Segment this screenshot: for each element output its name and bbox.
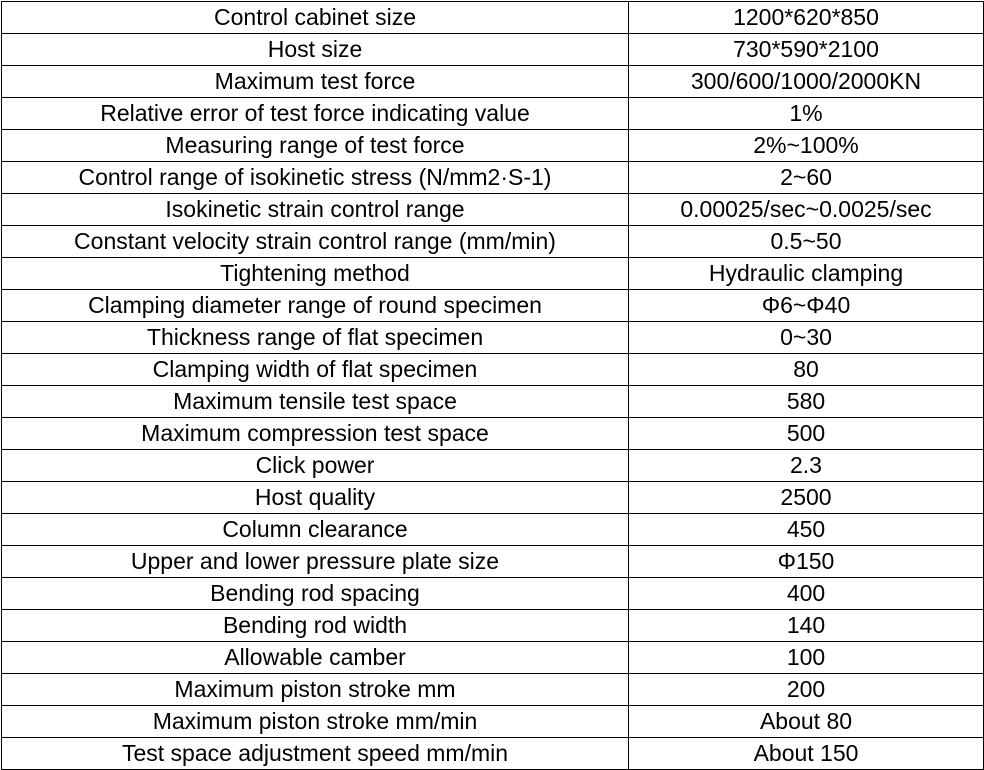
- table-row: [2, 418, 984, 450]
- param-cell: Host quality: [2, 482, 629, 514]
- param-cell: Bending rod spacing: [2, 578, 629, 610]
- value-cell: About 150: [629, 738, 984, 770]
- param-cell: Constant velocity strain control range (mm/min): [2, 226, 629, 258]
- value-cell: Hydraulic clamping: [629, 258, 984, 290]
- table-row: [2, 514, 984, 546]
- value-cell: 0~30: [629, 322, 984, 354]
- table-row: [2, 162, 984, 194]
- table-row: [2, 226, 984, 258]
- param-cell: Maximum tensile test space: [2, 386, 629, 418]
- param-cell: Maximum piston stroke mm: [2, 674, 629, 706]
- table-row: [2, 34, 984, 66]
- value-cell: 100: [629, 642, 984, 674]
- param-cell: Maximum piston stroke mm/min: [2, 706, 629, 738]
- table-row: [2, 610, 984, 642]
- table-row: [2, 642, 984, 674]
- table-row: [2, 546, 984, 578]
- table-row: [2, 98, 984, 130]
- table-row: [2, 450, 984, 482]
- value-cell: 580: [629, 386, 984, 418]
- param-cell: Click power: [2, 450, 629, 482]
- value-cell: 2~60: [629, 162, 984, 194]
- value-cell: 80: [629, 354, 984, 386]
- param-cell: Thickness range of flat specimen: [2, 322, 629, 354]
- param-cell: Isokinetic strain control range: [2, 194, 629, 226]
- value-cell: 1200*620*850: [629, 2, 984, 34]
- spec-table-body: [2, 2, 984, 770]
- value-cell: 1%: [629, 98, 984, 130]
- param-cell: Clamping width of flat specimen: [2, 354, 629, 386]
- param-cell: Column clearance: [2, 514, 629, 546]
- param-cell: Relative error of test force indicating value: [2, 98, 629, 130]
- value-cell: 200: [629, 674, 984, 706]
- value-cell: Φ150: [629, 546, 984, 578]
- table-row: [2, 322, 984, 354]
- value-cell: 0.5~50: [629, 226, 984, 258]
- param-cell: Maximum test force: [2, 66, 629, 98]
- param-cell: Test space adjustment speed mm/min: [2, 738, 629, 770]
- table-row: [2, 354, 984, 386]
- param-cell: Control cabinet size: [2, 2, 629, 34]
- value-cell: 730*590*2100: [629, 34, 984, 66]
- param-cell: Host size: [2, 34, 629, 66]
- param-cell: Upper and lower pressure plate size: [2, 546, 629, 578]
- table-row: [2, 130, 984, 162]
- table-row: [2, 482, 984, 514]
- table-row: [2, 2, 984, 34]
- value-cell: 140: [629, 610, 984, 642]
- value-cell: About 80: [629, 706, 984, 738]
- value-cell: 0.00025/sec~0.0025/sec: [629, 194, 984, 226]
- param-cell: Measuring range of test force: [2, 130, 629, 162]
- param-cell: Allowable camber: [2, 642, 629, 674]
- table-row: [2, 738, 984, 770]
- table-row: [2, 578, 984, 610]
- table-row: [2, 258, 984, 290]
- value-cell: 450: [629, 514, 984, 546]
- value-cell: 2.3: [629, 450, 984, 482]
- table-row: [2, 706, 984, 738]
- param-cell: Control range of isokinetic stress (N/mm2·S-1): [2, 162, 629, 194]
- spec-table: [1, 1, 984, 770]
- value-cell: 400: [629, 578, 984, 610]
- table-row: [2, 194, 984, 226]
- param-cell: Maximum compression test space: [2, 418, 629, 450]
- value-cell: 500: [629, 418, 984, 450]
- table-row: [2, 290, 984, 322]
- param-cell: Tightening method: [2, 258, 629, 290]
- table-row: [2, 386, 984, 418]
- table-row: [2, 66, 984, 98]
- value-cell: 2%~100%: [629, 130, 984, 162]
- value-cell: 2500: [629, 482, 984, 514]
- value-cell: 300/600/1000/2000KN: [629, 66, 984, 98]
- table-row: [2, 674, 984, 706]
- param-cell: Bending rod width: [2, 610, 629, 642]
- param-cell: Clamping diameter range of round specimen: [2, 290, 629, 322]
- value-cell: Φ6~Φ40: [629, 290, 984, 322]
